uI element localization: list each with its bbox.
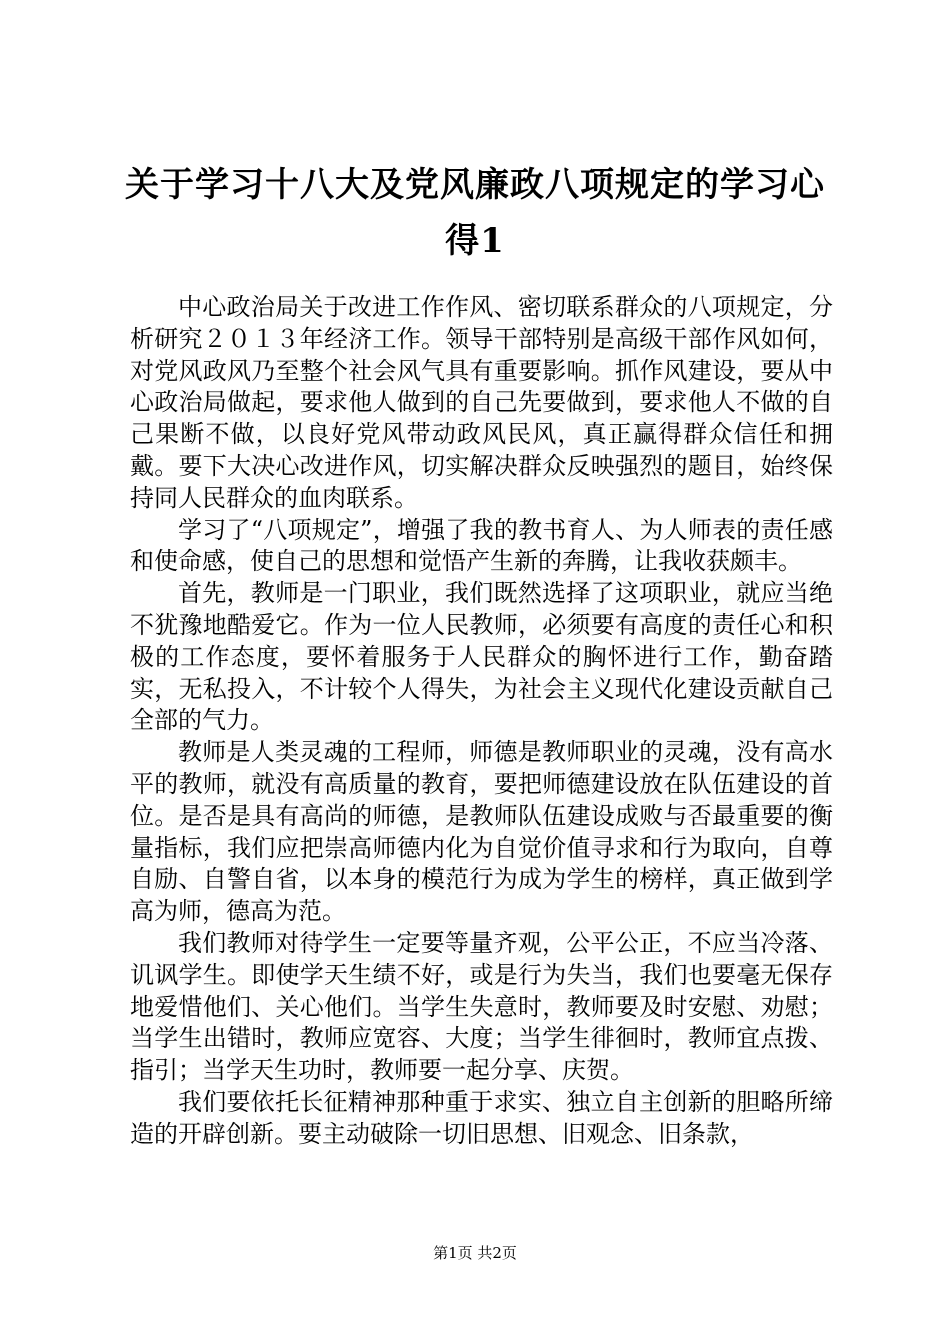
paragraph-6: 我们要依托长征精神那种重于求实、独立自主创新的胆略所缔造的开辟创新。要主动破除一切旧思想、旧观念、旧条款， (130, 1087, 833, 1148)
document-title: 关于学习十八大及党风廉政八项规定的学习心得1 (125, 165, 825, 261)
paragraph-2: 学习了“八项规定”，增强了我的教书育人、为人师表的责任感和使命感，使自己的思想和觉悟产生新的奔腾，让我收获颇丰。 (130, 515, 833, 576)
paragraph-5: 我们教师对待学生一定要等量齐观，公平公正，不应当冷落、讥讽学生。即使学天生绩不好，或是行为失当，我们也要毫无保存地爱惜他们、关心他们。当学生失意时，教师要及时安慰、劝慰；当学生出错时，教师应宽容、大度；当学生徘徊时，教师宜点拨、指引；当学天生功时，教师要一起分享、庆贺。 (130, 928, 833, 1085)
paragraph-4: 教师是人类灵魂的工程师，师德是教师职业的灵魂，没有高水平的教师，就没有高质量的教育，要把师德建设放在队伍建设的首位。是否是具有高尚的师德，是教师队伍建设成败与否最重要的衡量指标，我们应把崇高师德内化为自觉价值寻求和行为取向，自尊自励、自警自省，以本身的模范行为成为学生的榜样，真正做到学高为师，德高为范。 (130, 738, 833, 926)
paragraph-3: 首先，教师是一门职业，我们既然选择了这项职业，就应当绝不犹豫地酷爱它。作为一位人民教师，必须要有高度的责任心和积极的工作态度，要怀着服务于人民群众的胸怀进行工作，勤奋踏实，无私投入，不计较个人得失，为社会主义现代化建设贡献自己全部的气力。 (130, 579, 833, 735)
document-body (130, 292, 833, 1151)
page-indicator: 第1页 共2页 (433, 1244, 517, 1262)
paragraph-1: 中心政治局关于改进工作作风、密切联系群众的八项规定，分析研究２０１３年经济工作。领导干部特别是高级干部作风如何，对党风政风乃至整个社会风气具有重要影响。抓作风建设，要从中心政治局做起，要求他人做到的自己先要做到，要求他人不做的自己果断不做，以良好党风带动政风民风，真正赢得群众信任和拥戴。要下大决心改进作风，切实解决群众反映强烈的题目，始终保持同人民群众的血肉联系。 (130, 293, 833, 512)
page-footer (0, 1243, 950, 1263)
